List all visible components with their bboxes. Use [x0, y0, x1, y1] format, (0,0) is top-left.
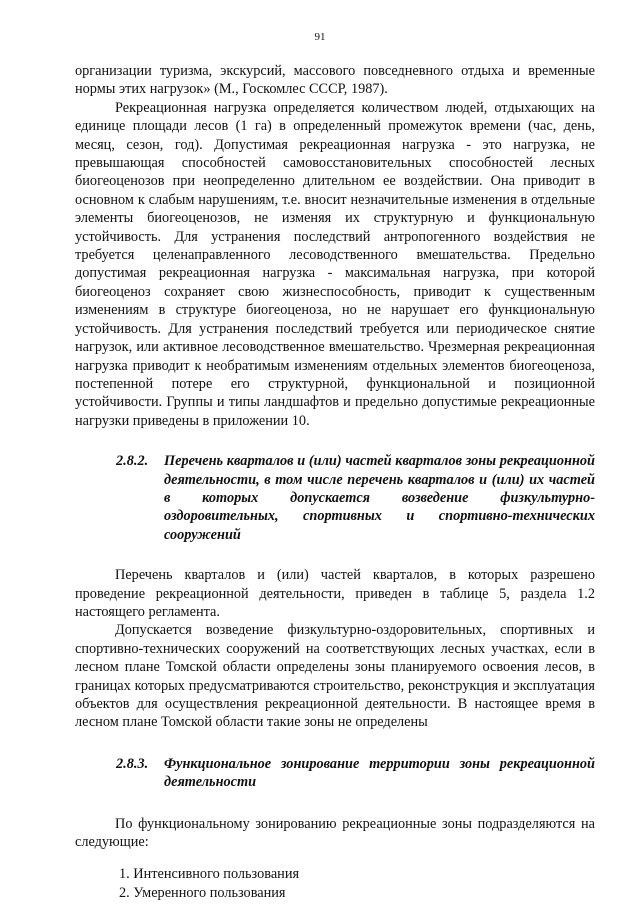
section-title: Перечень кварталов и (или) частей кварталов зоны рекреационной деятельности, в том числе перечень кварталов и (или) их частей в которых допускается возведение физкультурно-оздоровительных, спортивных и спортивно-технических сооружений: [164, 453, 595, 543]
section-heading-2-8-3: [75, 755, 595, 792]
page-content: [75, 62, 595, 902]
paragraph-recreational-load: Рекреационная нагрузка определяется количеством людей, отдыхающих на единице площади лесов (1 га) в определенный промежуток времени (час, день, месяц, сезон, год). Допустимая рекреационная нагрузка - это нагрузка, не превышающая способностей самовосстановительных способностей лесных биогеоценозов при неопределенно длительном ее воздействии. Она приводит в основном к слабым нарушениям, т.е. вносит незначительные изменения в отдельные элементы биогеоценозов, не изменяя их структурную и функциональную устойчивость. Для устранения последствий антропогенного воздействия не требуется целенаправленного лесоводственного вмешательства. Предельно допустимая рекреационная нагрузка - максимальная нагрузка, при которой биогеоценоз сохраняет свою жизнеспособность, приводит к существенным изменениям в структуре биогеоценоза, но не нарушает его функциональную устойчивость. Для устранения последствий требуется или периодическое снятие нагрузок, или активное лесоводственное вмешательство. Чрезмерная рекреационная нагрузка приводит к необратимым изменениям отдельных элементов биогеоценоза, постепенной потере его структурной, функциональной и позиционной устойчивости. Группы и типы ландшафтов и предельно допустимые рекреационные нагрузки приведены в приложении 10.: [75, 99, 595, 429]
page-number: 91: [314, 31, 326, 43]
section-heading-2-8-2: [75, 452, 595, 544]
list-item: 1. Интенсивного пользования: [119, 866, 300, 883]
zoning-list: [75, 865, 595, 902]
section-number: 2.8.2.: [116, 453, 149, 470]
section-number: 2.8.3.: [116, 755, 149, 772]
list-item: 2. Умеренного пользования: [119, 884, 286, 901]
paragraph-zoning-intro: По функциональному зонированию рекреационные зоны подразделяются на следующие:: [75, 815, 595, 851]
paragraph-facilities: Допускается возведение физкультурно-оздоровительных, спортивных и спортивно-технических сооружений на соответствующих лесных участках, если в лесном плане Томской области определены зоны планируемого освоения лесов, в границах которых предусматриваются строительство, реконструкция и эксплуатация объектов для осуществления рекреационной деятельности. В настоящее время в лесном плане Томской области такие зоны не определены: [75, 622, 595, 731]
section-title: Функциональное зонирование территории зоны рекреационной деятельности: [164, 755, 595, 791]
paragraph-quarters-list: Перечень кварталов и (или) частей кварталов, в которых разрешено проведение рекреационной деятельности, приведен в таблице 5, раздела 1.2 настоящего регламента.: [75, 567, 595, 620]
paragraph-continuation: организации туризма, экскурсий, массового повседневного отдыха и временные нормы этих нагрузок» (М., Госкомлес СССР, 1987).: [75, 63, 595, 98]
